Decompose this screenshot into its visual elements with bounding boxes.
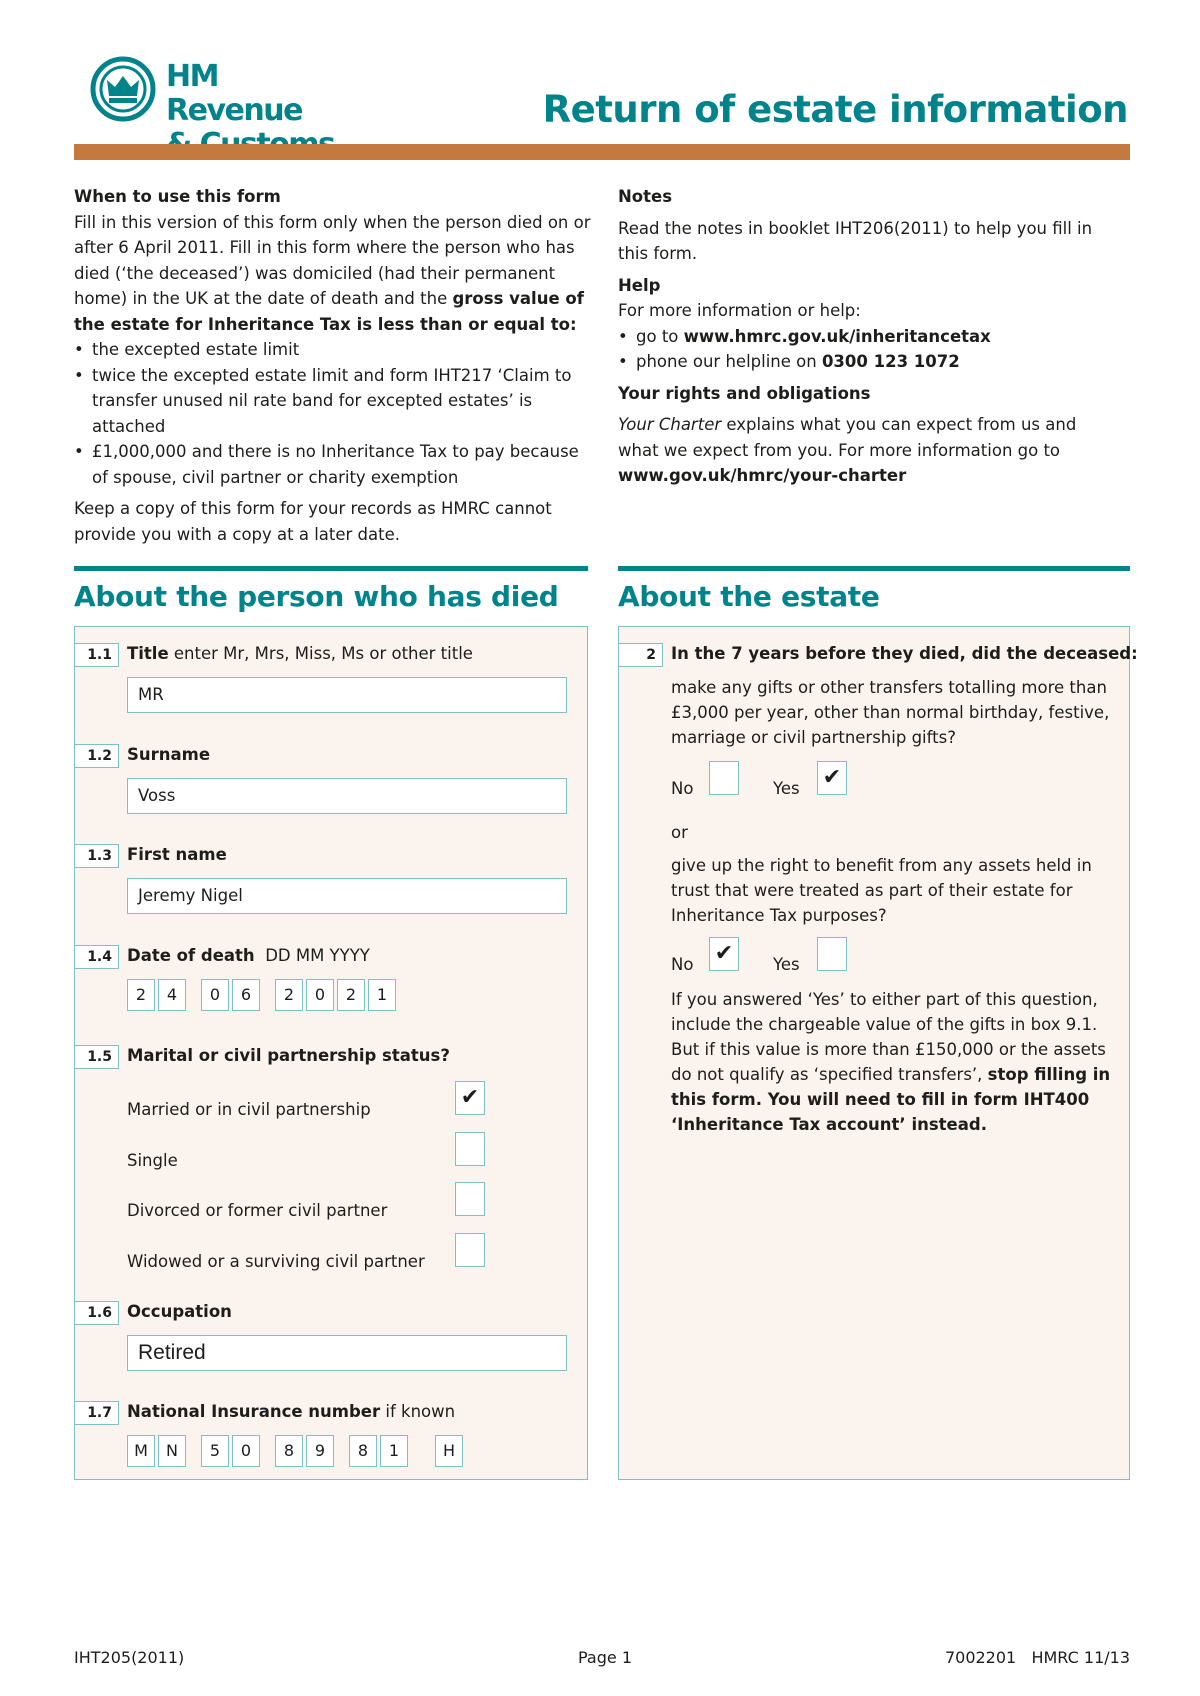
gifts-guidance-text: If you answered ‘Yes’ to either part of this question, include the chargeable value of the gifts in box 9.1. But if this value is more than £150,000 or the assets do not qualify as ‘specified transfers’, stop filling in this form. You will need to fill in form IHT400 ‘Inheritance Tax account’ instead. — [671, 990, 1111, 1134]
estate-limits-list — [74, 337, 592, 490]
date-of-death-digit[interactable]: 0 — [306, 979, 334, 1011]
part-b-no-checkbox[interactable]: ✔ — [709, 937, 739, 971]
first-name-field[interactable]: Jeremy Nigel — [127, 878, 567, 914]
when-text: Fill in this version of this form only when the person died on or after 6 April 2011. Fill in this form where the person who has died (‘the deceased’) was domiciled (had their permanent home) in the UK at the date of death and the gross value of the estate for Inheritance Tax is less than or equal to: — [74, 212, 591, 334]
part-a-no-checkbox[interactable] — [709, 761, 739, 795]
first-name-label: First name — [127, 845, 227, 864]
when-heading: When to use this form — [74, 187, 281, 206]
page-title: Return of estate information — [542, 88, 1128, 131]
part-a-yes-checkbox[interactable]: ✔ — [817, 761, 847, 795]
list-item: • phone our helpline on 0300 123 1072 — [618, 349, 1118, 375]
person-panel — [74, 626, 588, 1480]
ni-number-char[interactable]: 9 — [306, 1435, 334, 1467]
page-number: Page 1 — [578, 1648, 632, 1667]
question-number: 1.3 — [75, 844, 119, 868]
date-of-death-digit[interactable]: 0 — [201, 979, 229, 1011]
option-married-label: Married or in civil partnership — [127, 1100, 371, 1119]
occupation-label: Occupation — [127, 1302, 232, 1321]
hmrc-iht-link[interactable]: www.hmrc.gov.uk/inheritancetax — [683, 326, 991, 346]
hmrc-logo — [90, 56, 360, 134]
when-to-use-section — [74, 184, 592, 547]
ni-number-char[interactable]: H — [435, 1435, 463, 1467]
helpline-number: 0300 123 1072 — [821, 352, 960, 371]
title-field[interactable]: MR — [127, 677, 567, 713]
header-divider — [74, 144, 1130, 160]
occupation-field[interactable]: Retired — [127, 1335, 567, 1371]
list-item: • the excepted estate limit — [74, 337, 592, 363]
date-of-death-digit[interactable]: 2 — [275, 979, 303, 1011]
part-b-yes-label: Yes — [773, 955, 800, 974]
part-b-no-label: No — [671, 955, 694, 974]
title-label: Title enter Mr, Mrs, Miss, Ms or other title — [127, 644, 473, 663]
keep-copy-text: Keep a copy of this form for your records as HMRC cannot provide you with a copy at a later date. — [74, 499, 552, 544]
part-b-yes-checkbox[interactable] — [817, 937, 847, 971]
date-of-death-digit[interactable]: 1 — [368, 979, 396, 1011]
gifts-question-label: In the 7 years before they died, did the deceased: — [671, 644, 1138, 663]
married-checkbox[interactable]: ✔ — [455, 1081, 485, 1115]
option-single-label: Single — [127, 1151, 178, 1170]
rights-heading: Your rights and obligations — [618, 383, 871, 403]
question-number: 1.7 — [75, 1401, 119, 1425]
notes-help-section — [618, 184, 1118, 489]
single-checkbox[interactable] — [455, 1132, 485, 1166]
or-text: or — [671, 823, 688, 842]
help-heading: Help — [618, 275, 661, 295]
section-rule — [74, 566, 588, 571]
ni-number-char[interactable]: 1 — [380, 1435, 408, 1467]
option-widowed-label: Widowed or a surviving civil partner — [127, 1252, 425, 1271]
surname-field[interactable]: Voss — [127, 778, 567, 814]
divorced-checkbox[interactable] — [455, 1182, 485, 1216]
list-item: • go to www.hmrc.gov.uk/inheritancetax — [618, 324, 1118, 350]
question-number: 1.4 — [75, 945, 119, 969]
form-reference: IHT205(2011) — [74, 1648, 185, 1667]
estate-panel — [618, 626, 1138, 1480]
date-of-death-digit[interactable]: 2 — [127, 979, 155, 1011]
surname-label: Surname — [127, 745, 211, 764]
section-rule — [618, 566, 1130, 571]
list-item: • £1,000,000 and there is no Inheritance Tax to pay because of spouse, civil partner or charity exemption — [74, 439, 592, 490]
gifts-part-b-text: give up the right to benefit from any assets held in trust that were treated as part of their estate for Inheritance Tax purposes? — [671, 856, 1092, 925]
notes-heading: Notes — [618, 187, 673, 206]
charter-link[interactable]: www.gov.uk/hmrc/your-charter — [618, 466, 907, 485]
crown-crest-icon — [90, 56, 156, 122]
rights-text: Your Charter explains what you can expect from us and what we expect from you. For more information go to www.gov.uk/hmrc/your-charter — [618, 415, 1077, 485]
estate-section-title: About the estate — [618, 580, 880, 613]
ni-number-char[interactable]: M — [127, 1435, 155, 1467]
notes-text: Read the notes in booklet IHT206(2011) to help you fill in this form. — [618, 218, 1093, 263]
help-list — [618, 324, 1118, 375]
question-number: 1.5 — [75, 1045, 119, 1069]
list-item: • twice the excepted estate limit and form IHT217 ‘Claim to transfer unused nil rate band for excepted estates’ is attached — [74, 363, 592, 440]
person-section-title: About the person who has died — [74, 580, 559, 613]
widowed-checkbox[interactable] — [455, 1233, 485, 1267]
marital-status-label: Marital or civil partnership status? — [127, 1046, 450, 1065]
ni-number-char[interactable]: N — [158, 1435, 186, 1467]
ni-number-label: National Insurance number if known — [127, 1402, 456, 1421]
gifts-part-a-text: make any gifts or other transfers totalling more than £3,000 per year, other than normal birthday, festive, marriage or civil partnership gifts? — [671, 678, 1110, 747]
date-of-death-label: Date of death DD MM YYYY — [127, 946, 370, 965]
question-number: 1.1 — [75, 643, 119, 667]
date-of-death-digit[interactable]: 6 — [232, 979, 260, 1011]
date-of-death-digit[interactable]: 4 — [158, 979, 186, 1011]
ni-number-char[interactable]: 0 — [232, 1435, 260, 1467]
date-of-death-digit[interactable]: 2 — [337, 979, 365, 1011]
help-text: For more information or help: — [618, 301, 861, 320]
question-number: 1.6 — [75, 1301, 119, 1325]
option-divorced-label: Divorced or former civil partner — [127, 1201, 388, 1220]
ni-number-char[interactable]: 5 — [201, 1435, 229, 1467]
part-a-yes-label: Yes — [773, 779, 800, 798]
ni-number-char[interactable]: 8 — [349, 1435, 377, 1467]
ni-number-char[interactable]: 8 — [275, 1435, 303, 1467]
brand-line-1: HM Revenue — [166, 59, 302, 128]
form-code: 7002201 HMRC 11/13 — [944, 1648, 1130, 1667]
question-number: 1.2 — [75, 744, 119, 768]
question-number: 2 — [619, 643, 663, 667]
part-a-no-label: No — [671, 779, 694, 798]
